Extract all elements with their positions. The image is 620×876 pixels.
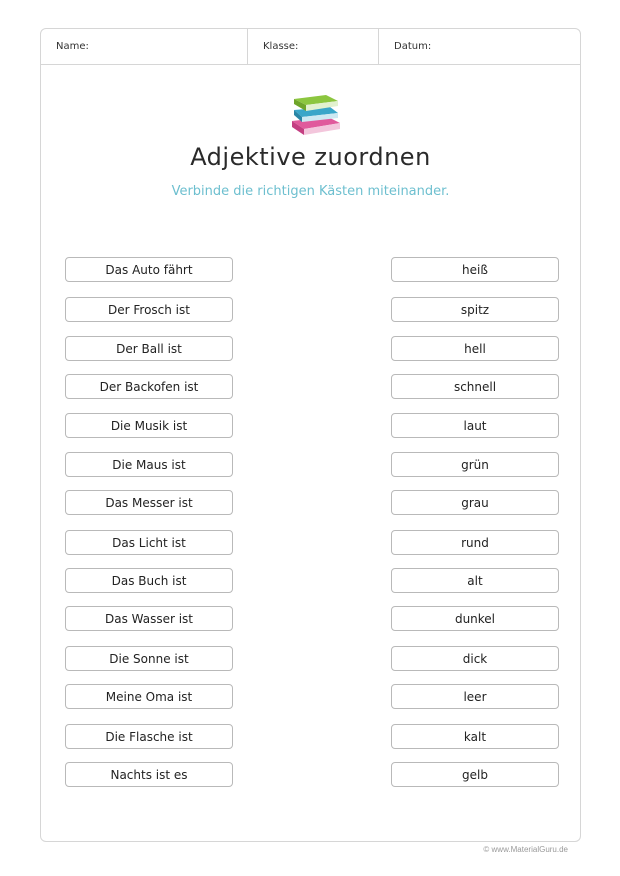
worksheet	[40, 28, 581, 842]
adjective-box[interactable]: schnell	[391, 374, 559, 399]
books-icon	[288, 91, 342, 135]
sentence-box[interactable]: Nachts ist es	[65, 762, 233, 787]
sentence-box[interactable]: Die Sonne ist	[65, 646, 233, 671]
instruction-subtitle: Verbinde die richtigen Kästen miteinander.	[171, 184, 450, 199]
adjective-box[interactable]: dick	[391, 646, 559, 671]
adjective-box[interactable]: gelb	[391, 762, 559, 787]
adjective-box[interactable]: laut	[391, 413, 559, 438]
sentence-box[interactable]: Meine Oma ist	[65, 684, 233, 709]
sentence-box[interactable]: Der Backofen ist	[65, 374, 233, 399]
sentence-box[interactable]: Die Maus ist	[65, 452, 233, 477]
adjective-box[interactable]: alt	[391, 568, 559, 593]
class-field[interactable]	[247, 29, 378, 64]
adjective-box[interactable]: grau	[391, 490, 559, 515]
adjective-box[interactable]: dunkel	[391, 606, 559, 631]
sentence-box[interactable]: Die Flasche ist	[65, 724, 233, 749]
adjective-box[interactable]: kalt	[391, 724, 559, 749]
sentence-box[interactable]: Der Frosch ist	[65, 297, 233, 322]
name-label: Name:	[56, 41, 89, 52]
sentence-box[interactable]: Das Licht ist	[65, 530, 233, 555]
adjective-box[interactable]: grün	[391, 452, 559, 477]
date-field[interactable]	[378, 29, 580, 64]
class-label: Klasse:	[263, 41, 299, 52]
header-row	[41, 29, 580, 65]
sentence-box[interactable]: Der Ball ist	[65, 336, 233, 361]
name-field[interactable]	[41, 29, 247, 64]
page-title: Adjektive zuordnen	[190, 143, 431, 171]
adjective-box[interactable]: hell	[391, 336, 559, 361]
adjective-box[interactable]: spitz	[391, 297, 559, 322]
sentence-box[interactable]: Das Wasser ist	[65, 606, 233, 631]
copyright-footer: © www.MaterialGuru.de	[483, 845, 568, 854]
sentence-box[interactable]: Das Auto fährt	[65, 257, 233, 282]
sentence-box[interactable]: Das Messer ist	[65, 490, 233, 515]
sentence-box[interactable]: Die Musik ist	[65, 413, 233, 438]
adjective-box[interactable]: leer	[391, 684, 559, 709]
adjective-box[interactable]: heiß	[391, 257, 559, 282]
adjective-box[interactable]: rund	[391, 530, 559, 555]
date-label: Datum:	[394, 41, 432, 52]
sentence-box[interactable]: Das Buch ist	[65, 568, 233, 593]
